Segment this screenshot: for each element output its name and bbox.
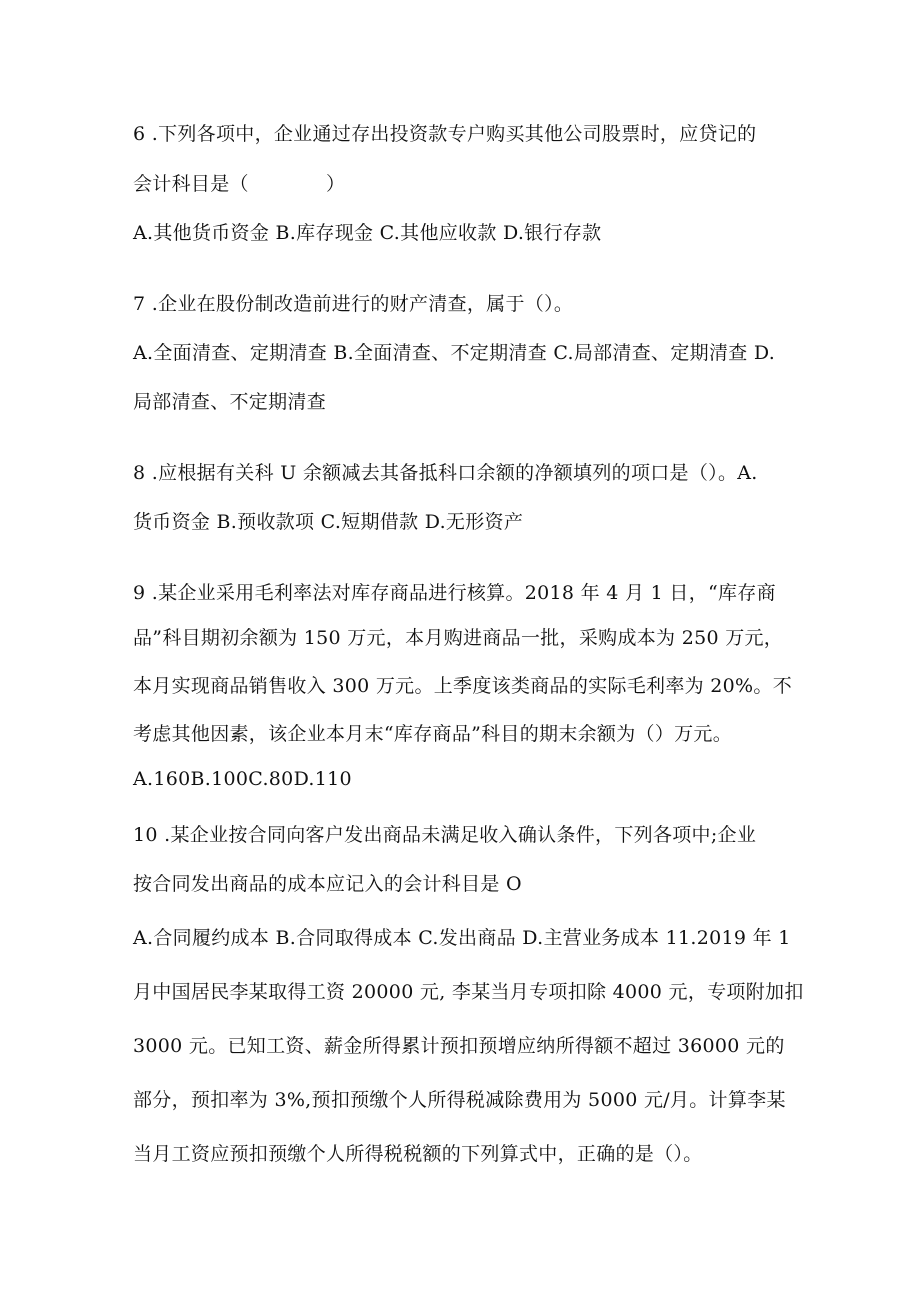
question-7-stem: 7 .企业在股份制改造前进行的财产清查，属于（）。 (133, 293, 574, 315)
question-8-stem-line-1: 8 .应根据有关科 U 余额减去其备抵科口余额的净额填列的项口是（）。A. (133, 462, 758, 484)
question-7-options-line-2: 局部清查、不定期清查 (133, 391, 327, 413)
question-10-stem-line-2: 按合同发出商品的成本应记入的会计科目是 O (133, 873, 522, 895)
question-6-stem-line-2: 会计科目是（ ） (133, 173, 346, 195)
question-11-stem-line-2: 3000 元。已知工资、薪金所得累计预扣预增应纳所得额不超过 36000 元的 (133, 1035, 785, 1057)
question-11-stem-line-4: 当月工资应预扣预缴个人所得税税额的下列算式中，正确的是（）。 (133, 1143, 703, 1165)
question-9-options: A.160B.100C.80D.110 (133, 768, 352, 790)
question-9-stem-line-1: 9 .某企业采用毛利率法对库存商品进行核算。2018 年 4 月 1 日，“库存商 (133, 582, 776, 604)
question-11-stem-line-1: 月中国居民李某取得工资 20000 元, 李某当月专项扣除 4000 元，专项附加扣 (133, 981, 804, 1003)
question-6-stem-line-1: 6 .下列各项中，企业通过存出投资款专户购买其他公司股票时，应贷记的 (133, 123, 757, 145)
question-8-options: 货币资金 B.预收款项 C.短期借款 D.无形资产 (133, 511, 524, 533)
question-9-stem-line-3: 本月实现商品销售收入 300 万元。上季度该类商品的实际毛利率为 20%。不 (133, 675, 793, 697)
question-6-options: A.其他货币资金 B.库存现金 C.其他应收款 D.银行存款 (133, 222, 602, 244)
question-9-stem-line-2: 品”科目期初余额为 150 万元，本月购进商品一批，采购成本为 250 万元， (133, 627, 784, 649)
question-10-options-line-1: A.合同履约成本 B.合同取得成本 C.发出商品 D.主营业务成本 11.2019 年 1 (133, 927, 791, 949)
question-9-stem-line-4: 考虑其他因素，该企业本月末“库存商品”科目的期末余额为（）万元。 (133, 723, 733, 745)
question-10-stem-line-1: 10 .某企业按合同向客户发出商品未满足收入确认条件，下列各项中;企业 (133, 824, 757, 846)
question-11-stem-line-3: 部分，预扣率为 3%,预扣预缴个人所得税减除费用为 5000 元/月。计算李某 (133, 1089, 786, 1111)
question-7-options-line-1: A.全面清查、定期清查 B.全面清查、不定期清查 C.局部清查、定期清查 D. (133, 342, 776, 364)
